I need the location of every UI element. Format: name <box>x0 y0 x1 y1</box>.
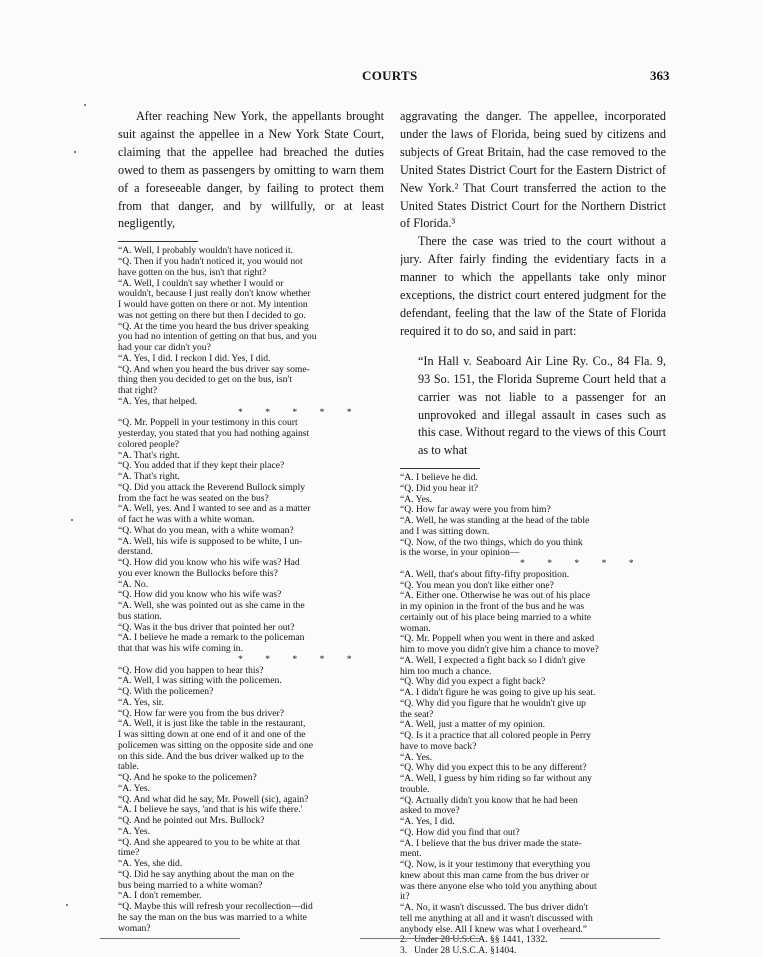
testimony-line: bus station. <box>118 611 162 622</box>
testimony-line: on this side. And the bus driver walked up to the <box>118 751 304 762</box>
footnote-text: Under 28 U.S.C.A. §1404. <box>414 945 517 957</box>
testimony-line: “A. Well, I was sitting with the policemen. <box>118 676 282 687</box>
testimony-line: table. <box>118 762 140 773</box>
testimony-line: “A. I believe he did. <box>400 473 478 484</box>
testimony-line: “A. Well, I probably wouldn't have noticed it. <box>118 246 294 257</box>
scan-edge-line <box>100 938 240 939</box>
testimony-line: time? <box>118 848 140 859</box>
testimony-line: he say the man on the bus was married to a white <box>118 912 307 923</box>
footnote-text: Under 28 U.S.C.A. §§ 1441, 1332. <box>414 934 548 946</box>
scan-edge-line <box>560 938 660 939</box>
testimony-line: “Q. How did you happen to hear this? <box>118 665 264 676</box>
ellipsis-dots: * * * * * <box>520 558 644 570</box>
ellipsis-dots: * * * * * <box>238 406 362 418</box>
testimony-line: colored people? <box>118 439 179 450</box>
footnote-number: 3. <box>400 945 408 957</box>
testimony-line: from the fact he was seated on the bus? <box>118 493 269 504</box>
testimony-line: “A. That's right. <box>118 472 180 483</box>
testimony-line: “A. Yes, she did. <box>118 859 183 870</box>
testimony-line: was there anyone else who told you anything about <box>400 881 597 892</box>
testimony-line: “A. Yes. <box>118 826 150 837</box>
testimony-line: “Q. Why did you figure that he wouldn't give up <box>400 698 586 709</box>
testimony-line: “A. I believe he made a remark to the policeman <box>118 633 305 644</box>
testimony-line: “A. Yes. <box>400 752 432 763</box>
testimony-line: “A. Well, his wife is supposed to be white, I un- <box>118 536 303 547</box>
testimony-line: I was sitting down at one end of it and one of the <box>118 730 306 741</box>
testimony-line: “A. Well, I expected a fight back so I didn't give <box>400 655 586 666</box>
body-paragraph: After reaching New York, the appellants brought suit against the appellee in a New York State Court, claiming that the appellee had breached the duties owed to them as passengers by omitting to warn them of a foreseeable danger, by failing to protect them from that danger, and by willfully, or at least negligently, <box>118 109 384 231</box>
testimony-line: policemen was sitting on the opposite side and one <box>118 740 314 751</box>
testimony-line: is the worse, in your opinion— <box>400 548 520 559</box>
testimony-line: you had no intention of getting on that bus, and you <box>118 332 317 343</box>
testimony-line: “A. Well, it is just like the table in the restaurant, <box>118 719 306 730</box>
testimony-line: that that was his wife coming in. <box>118 644 243 655</box>
testimony-line: “A. That's right. <box>118 450 180 461</box>
testimony-line: of fact he was with a white woman. <box>118 515 255 526</box>
testimony-line: I would have gotten on there or not. My intention <box>118 300 308 311</box>
testimony-line: “A. Yes, I did. I reckon I did. Yes, I did. <box>118 353 271 364</box>
testimony-line: “Q. And she appeared to you to be white at that <box>118 837 300 848</box>
running-header: COURTS <box>362 68 418 83</box>
testimony-line: “Q. Is it a practice that all colored people in Perry <box>400 731 591 742</box>
testimony-line: “Q. Mr. Poppell when you went in there and asked <box>400 634 595 645</box>
testimony-line: “A. Yes, that helped. <box>118 396 198 407</box>
footnote <box>400 946 666 957</box>
testimony-line: “A. No. <box>118 579 149 590</box>
testimony-line: him too much a chance. <box>400 666 492 677</box>
testimony-line: derstand. <box>118 547 153 558</box>
testimony-line: “A. Well, I couldn't say whether I would or <box>118 278 284 289</box>
testimony-line: “Q. Then if you hadn't noticed it, you would not <box>118 257 303 268</box>
testimony-line: the seat? <box>400 709 434 720</box>
scan-speck <box>66 904 68 906</box>
footnote-separator <box>400 468 480 469</box>
testimony-line: “A. Yes, sir. <box>118 697 164 708</box>
testimony-line: “Q. What do you mean, with a white woman? <box>118 525 294 536</box>
footnote-separator <box>118 241 198 242</box>
testimony-line: yesterday, you stated that you had nothing against <box>118 429 310 440</box>
testimony-line: “Q. Actually didn't you know that he had been <box>400 795 578 806</box>
testimony-line: “Q. How did you find that out? <box>400 827 520 838</box>
testimony-line: knew about this man came from the bus driver or <box>400 870 589 881</box>
ellipsis-dots: * * * * * <box>238 653 362 665</box>
testimony-line: trouble. <box>400 784 430 795</box>
testimony-line: “A. I believe he says, 'and that is his wife there.' <box>118 805 303 816</box>
testimony-line: “A. Well, I guess by him riding so far without any <box>400 774 592 785</box>
scan-speck <box>71 519 73 521</box>
testimony-line: “Q. Now, is it your testimony that everything you <box>400 860 591 871</box>
testimony-line: had your car didn't you? <box>118 343 211 354</box>
testimony-line: asked to move? <box>400 806 460 817</box>
testimony-line: “Q. You added that if they kept their place? <box>118 461 285 472</box>
testimony-line: “A. I believe that the bus driver made the state- <box>400 838 582 849</box>
testimony-line: tell me anything at all and it wasn't discussed with <box>400 913 593 924</box>
testimony-line: “Q. How far were you from the bus driver? <box>118 708 284 719</box>
testimony-line: ment. <box>400 849 422 860</box>
testimony-line: “Q. How far away were you from him? <box>400 505 551 516</box>
testimony-line: wouldn't, because I just really don't know whether <box>118 289 311 300</box>
testimony-line: him to move you didn't give him a chance to move? <box>400 645 599 656</box>
scan-speck <box>84 104 86 106</box>
testimony-line: “Q. And he spoke to the policemen? <box>118 773 257 784</box>
testimony-block <box>118 418 384 655</box>
testimony-line: bus being married to a white woman? <box>118 880 263 891</box>
testimony-block <box>118 666 384 935</box>
testimony-line: you ever known the Bullocks before this? <box>118 568 278 579</box>
testimony-line: woman? <box>118 923 151 934</box>
testimony-line: “Q. Did you hear it? <box>400 483 479 494</box>
testimony-line: certainly out of his place being married to a white <box>400 612 592 623</box>
testimony-line: “Q. And what did he say, Mr. Powell (sic), again? <box>118 794 309 805</box>
testimony-line: was not getting on there but then I decided to go. <box>118 310 306 321</box>
testimony-block <box>400 570 666 936</box>
testimony-line: have to move back? <box>400 741 477 752</box>
body-paragraph: aggravating the danger. The appellee, incorporated under the laws of Florida, being sued by citizens and subjects of Great Britain, had the case removed to the United States District Court for the Eastern District of New York.² That Court transferred the action to the United States District Court for the Northern District of Florida.³ <box>400 109 666 231</box>
testimony-line: “Q. Did you attack the Reverend Bullock simply <box>118 482 306 493</box>
right-column <box>400 108 666 957</box>
testimony-line: “A. Well, he was standing at the head of the table <box>400 516 590 527</box>
testimony-line: “A. No, it wasn't discussed. The bus driver didn't <box>400 903 588 914</box>
left-column <box>118 108 384 934</box>
testimony-line: “Q. Maybe this will refresh your recollection—did <box>118 902 313 913</box>
testimony-line: “Q. How did you know who his wife was? Had <box>118 558 300 569</box>
testimony-line: thing then you decided to get on the bus, isn't <box>118 375 292 386</box>
footnote-number: 2. <box>400 934 408 946</box>
testimony-line: “Q. And when you heard the bus driver say some- <box>118 364 310 375</box>
testimony-line: and I was sitting down. <box>400 526 490 537</box>
testimony-block <box>118 246 384 407</box>
block-quote: “In Hall v. Seaboard Air Line Ry. Co., 84 Fla. 9, 93 So. 151, the Florida Supreme Court held that a carrier was not liable to a passenger for an unprovoked and illegal assault in cases such as this case. Without regard to the views of this Court as to what <box>418 353 666 458</box>
testimony-line: “Q. Why did you expect this to be any different? <box>400 763 587 774</box>
testimony-line: in my opinion in the front of the bus and he was <box>400 602 585 613</box>
testimony-line: “A. I don't remember. <box>118 891 202 902</box>
testimony-line: “Q. Was it the bus driver that pointed her out? <box>118 622 295 633</box>
testimony-line: “A. Well, she was pointed out as she came in the <box>118 601 305 612</box>
testimony-line: “A. I didn't figure he was going to give up his seat. <box>400 688 596 699</box>
testimony-line: “Q. Now, of the two things, which do you think <box>400 537 583 548</box>
testimony-line: “A. Well, just a matter of my opinion. <box>400 720 546 731</box>
testimony-line: “Q. You mean you don't like either one? <box>400 580 554 591</box>
testimony-line: “Q. With the policemen? <box>118 687 214 698</box>
testimony-line: “A. Well, that's about fifty-fifty proposition. <box>400 569 570 580</box>
testimony-line: have gotten on the bus, isn't that right? <box>118 267 267 278</box>
body-paragraph: There the case was tried to the court without a jury. After fairly finding the evidentiary facts in a manner to which the appellants take only minor exceptions, the district court entered judgment for the defendant, feeling that the law of the State of Florida required it to do so, and said in part: <box>400 234 666 338</box>
testimony-line: it? <box>400 892 410 903</box>
scan-speck <box>74 151 76 153</box>
testimony-line: “Q. How did you know who his wife was? <box>118 590 282 601</box>
scan-edge-line <box>360 938 480 939</box>
testimony-line: “A. Yes. <box>118 783 150 794</box>
testimony-line: that right? <box>118 386 158 397</box>
page-number: 363 <box>650 68 670 83</box>
testimony-block <box>400 473 666 559</box>
testimony-line: “A. Either one. Otherwise he was out of his place <box>400 591 590 602</box>
testimony-line: anybody else. All I knew was what I overheard.” <box>400 924 588 935</box>
testimony-line: “Q. Did he say anything about the man on the <box>118 869 294 880</box>
testimony-line: “Q. At the time you heard the bus driver speaking <box>118 321 309 332</box>
testimony-line: “A. Yes, I did. <box>400 817 455 828</box>
testimony-line: “Q. Mr. Poppell in your testimony in this court <box>118 418 298 429</box>
testimony-line: “Q. And he pointed out Mrs. Bullock? <box>118 816 265 827</box>
testimony-line: “A. Well, yes. And I wanted to see and as a matter <box>118 504 311 515</box>
testimony-line: “A. Yes. <box>400 494 432 505</box>
testimony-line: woman. <box>400 623 431 634</box>
testimony-line: “Q. Why did you expect a fight back? <box>400 677 546 688</box>
